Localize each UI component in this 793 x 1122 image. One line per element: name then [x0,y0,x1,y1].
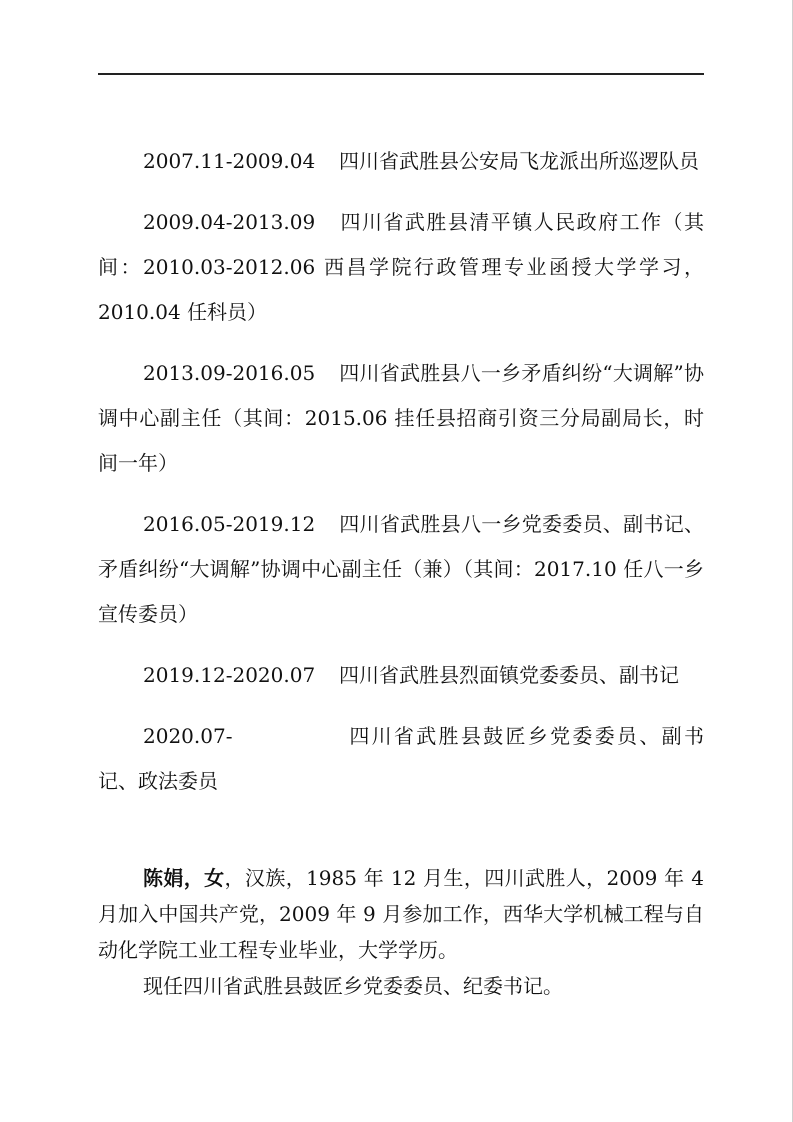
career-date: 2013.09-2016.05 [143,361,316,385]
career-text: 四川省武胜县八一乡矛盾纠纷“大调解”协调中心副主任（其间：2015.06 挂任县招商引资三分局副局长，时间一年） [98,361,704,475]
career-entry [98,351,704,486]
career-text: 四川省武胜县清平镇人民政府工作（其间：2010.03-2012.06 西昌学院行政管理专业函授大学学习，2010.04 任科员） [98,210,704,324]
career-entry [98,714,704,804]
bio-section [98,860,704,1004]
header-rule [98,73,704,75]
career-date: 2020.07- [143,724,233,748]
career-date: 2019.12-2020.07 [143,663,316,687]
career-text: 四川省武胜县公安局飞龙派出所巡逻队员 [339,149,699,173]
career-date: 2007.11-2009.04 [143,149,316,173]
career-text: 四川省武胜县鼓匠乡党委委员、副书记、政法委员 [98,724,704,793]
bio-current-position: 现任四川省武胜县鼓匠乡党委委员、纪委书记。 [143,974,563,998]
career-entry [98,200,704,335]
career-entry [98,502,704,637]
document-body [98,139,704,1004]
career-entry [98,139,704,184]
career-date: 2009.04-2013.09 [143,210,316,234]
career-text: 四川省武胜县烈面镇党委委员、副书记 [339,663,679,687]
career-date: 2016.05-2019.12 [143,512,316,536]
career-entry [98,653,704,698]
bio-intro-text: ，汉族，1985 年 12 月生，四川武胜人，2009 年 4 月加入中国共产党，2009 年 9 月参加工作，西华大学机械工程与自动化学院工业工程专业毕业，大学学历。 [98,866,704,962]
person-name: 陈娟，女 [143,866,225,890]
bio-intro [98,860,704,968]
career-text: 四川省武胜县八一乡党委委员、副书记、矛盾纠纷“大调解”协调中心副主任（兼）（其间：2017.10 任八一乡宣传委员） [98,512,704,626]
